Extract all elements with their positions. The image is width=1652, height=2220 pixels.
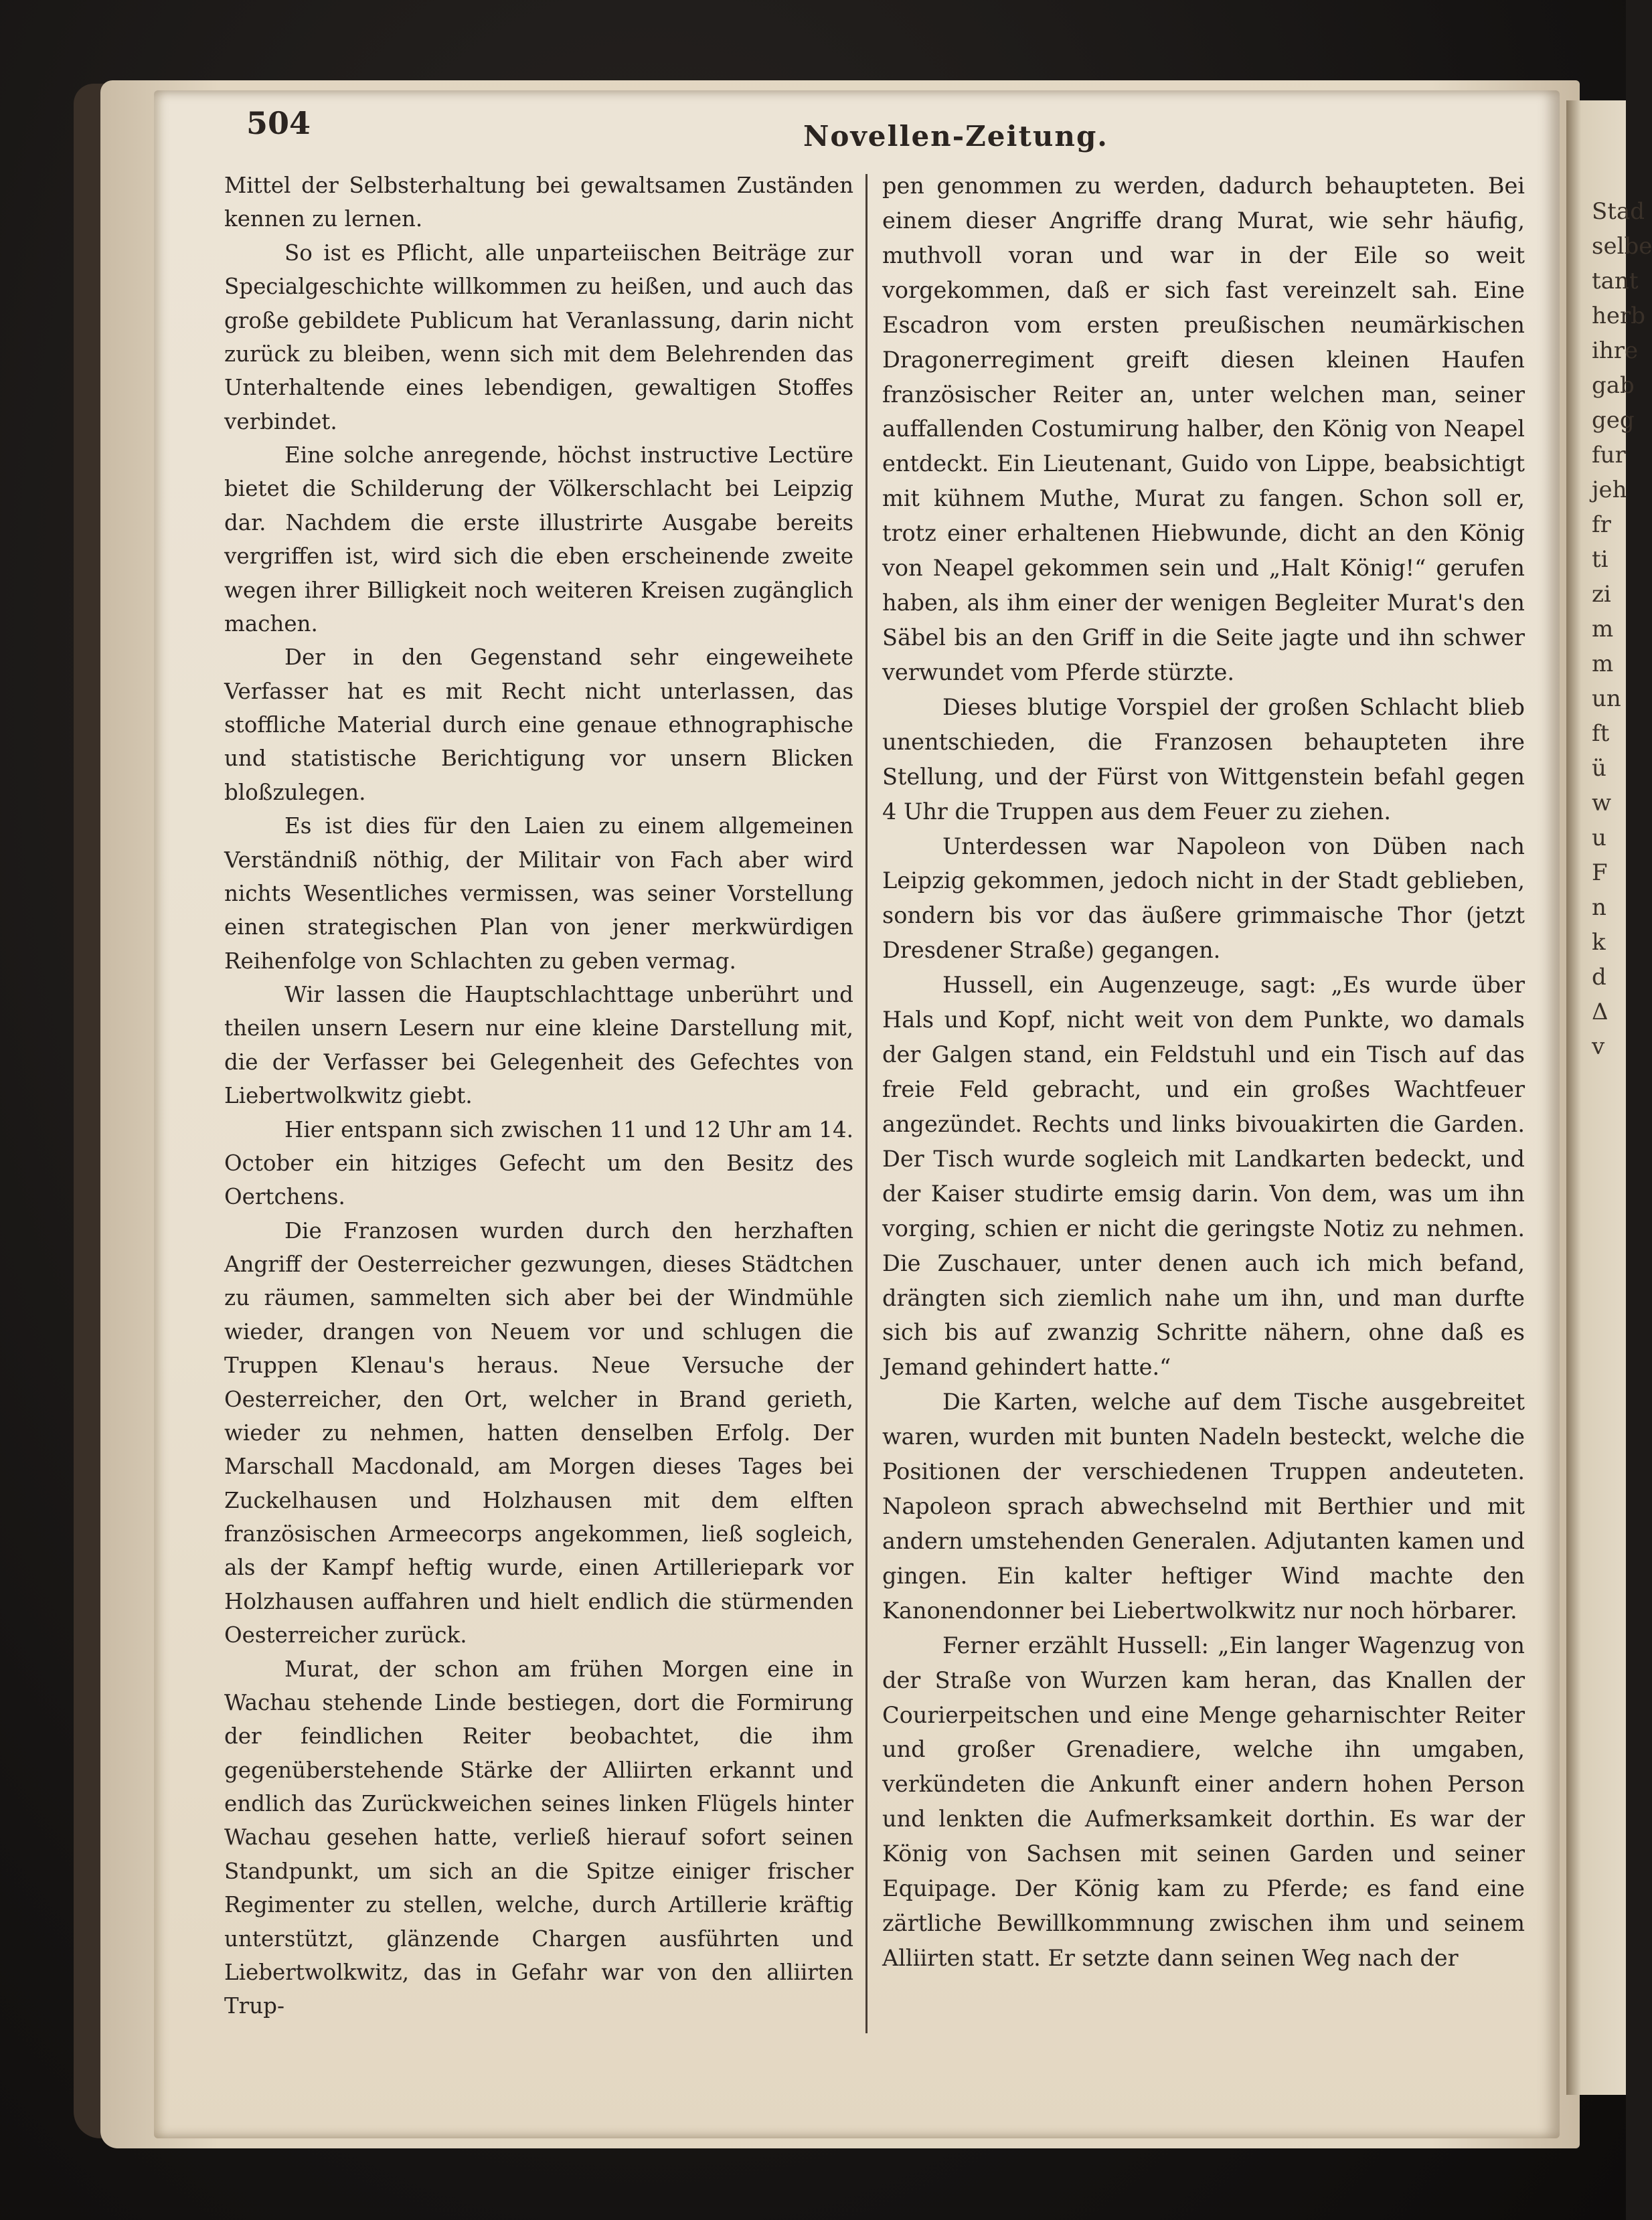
page-number: 504 [246,105,311,141]
paragraph: Die Franzosen wurden durch den herzhaften Angriff der Oesterreicher gezwungen, dieses Städtchen zu räumen, sammelten sich aber bei der Windmühle wieder, drangen von Neuem vor und schlugen die Truppen Klenau's heraus. Neue Versuche der Oesterreicher, den Ort, welcher in Brand gerieth, wieder zu nehmen, hatten denselben Erfolg. Der Marschall Macdonald, am Morgen dieses Tages bei Zuckelhausen und Holzhausen mit dem elften französischen Armeecorps angekommen, ließ sogleich, als der Kampf heftig wurde, einen Artilleriepark vor Holzhausen auffahren und hielt endlich die stürmenden Oesterreicher zurück. [224,1217,853,1648]
paragraph: pen genommen zu werden, dadurch behaupteten. Bei einem dieser Angriffe drang Murat, wie sehr häufig, muthvoll voran und war in der Eile so weit vorgekommen, daß er sich fast vereinzelt sah. Eine Escadron vom ersten preußischen neumärkischen Dragonerregiment greift diesen kleinen Haufen französischer Reiter an, unter welchen man, seiner auffallenden Costumirung halber, den König von Neapel entdeckt. Ein Lieutenant, Guido von Lippe, beabsichtigt mit kühnem Muthe, Murat zu fangen. Schon soll er, trotz einer erhaltenen Hiebwunde, dicht an den König von Neapel gekommen sein und „Halt König!“ gerufen haben, als ihm einer der wenigen Begleiter Murat's den Säbel bis an den Griff in die Seite jagte und ihn schwer verwundet vom Pferde stürzte. [882,173,1525,685]
paragraph: Dieses blutige Vorspiel der großen Schlacht blieb unentschieden, die Franzosen behaupteten ihre Stellung, und der Fürst von Wittgenstein befahl gegen 4 Uhr die Truppen aus dem Feuer zu ziehen. [882,693,1525,825]
running-title: Novellen-Zeitung. [803,120,1108,153]
right-column [882,169,1525,1976]
paragraph: Eine solche anregende, höchst instructive Lectüre bietet die Schilderung der Völkerschlacht bei Leipzig dar. Nachdem die erste illustrirte Ausgabe bereits vergriffen ist, wird sich die eben erscheinende zweite wegen ihrer Billigkeit noch weiteren Kreisen zugänglich machen. [224,442,853,636]
facing-page-text: Stad selbe tant herb ihre gab geg fur jeh fr ti zi m m un ft ü w u F n k d Δ v [1592,198,1652,1060]
left-column [224,169,853,2023]
paragraph: Mittel der Selbsterhaltung bei gewaltsamen Zuständen kennen zu lernen. [224,173,853,232]
facing-page-edge [1566,100,1652,2095]
paragraph: Hier entspann sich zwischen 11 und 12 Uhr am 14. October ein hitziges Gefecht um den Besitz des Oertchens. [224,1116,853,1210]
paragraph: So ist es Pflicht, alle unparteiischen Beiträge zur Specialgeschichte willkommen zu heißen, und auch das große gebildete Publicum hat Veranlassung, darin nicht zurück zu bleiben, wenn sich mit dem Belehrenden das Unterhaltende eines lebendigen, gewaltigen Stoffes verbindet. [224,240,853,434]
page-header [154,90,1560,164]
paragraph: Murat, der schon am frühen Morgen eine in Wachau stehende Linde bestiegen, dort die Formirung der feindlichen Reiter beobachtet, die ihm gegenüberstehende Stärke der Alliirten erkannt und endlich das Zurückweichen seines linken Flügels hinter Wachau gesehen hatte, verließ hierauf sofort seinen Standpunkt, um sich an die Spitze einiger frischer Regimenter zu stellen, welche, durch Artillerie kräftig unterstützt, glänzende Chargen ausführten und Liebertwolkwitz, das in Gefahr war von den alliirten Trup- [224,1656,853,2019]
paragraph: Hussell, ein Augenzeuge, sagt: „Es wurde über Hals und Kopf, nicht weit von dem Punkte, wo damals der Galgen stand, ein Feldstuhl und ein Tisch auf das freie Feld gebracht, und ein großes Wachtfeuer angezündet. Rechts und links bivouakirten die Garden. Der Tisch wurde sogleich mit Landkarten bedeckt, und der Kaiser studirte emsig darin. Von dem, was um ihn vorging, schien er nicht die geringste Notiz zu nehmen. Die Zuschauer, unter denen auch ich mich befand, drängten sich ziemlich nahe um ihn, und man durfte sich bis auf zwanzig Schritte nähern, ohne daß es Jemand gehindert hatte.“ [882,972,1525,1381]
paragraph: Ferner erzählt Hussell: „Ein langer Wagenzug von der Straße von Wurzen kam heran, das Knallen der Courierpeitschen und eine Menge geharnischter Reiter und großer Grenadiere, welche ihn umgaben, verkündeten die Ankunft einer andern hohen Person und lenkten die Aufmerksamkeit dorthin. Es war der König von Sachsen mit seinen Garden und seiner Equipage. Der König kam zu Pferde; es fand eine zärtliche Bewillkommnung zwischen ihm und seinem Alliirten statt. Er setzte dann seinen Weg nach der [882,1632,1525,1972]
paragraph: Unterdessen war Napoleon von Düben nach Leipzig gekommen, jedoch nicht in der Stadt geblieben, sondern bis vor das äußere grimmaische Thor (jetzt Dresdener Straße) gegangen. [882,833,1525,964]
paragraph: Es ist dies für den Laien zu einem allgemeinen Verständniß nöthig, der Militair von Fach aber wird nichts Wesentliches vermissen, was seiner Vorstellung einen strategischen Plan von jener merkwürdigen Reihenfolge von Schlachten zu geben vermag. [224,813,853,974]
column-rule [865,174,868,2033]
paragraph: Die Karten, welche auf dem Tische ausgebreitet waren, wurden mit bunten Nadeln besteckt, welche die Positionen der verschiedenen Truppen andeuteten. Napoleon sprach abwechselnd mit Berthier und mit andern umstehenden Generalen. Adjutanten kamen und gingen. Ein kalter heftiger Wind machte den Kanonendonner bei Liebertwolkwitz nur noch hörbarer. [882,1389,1525,1624]
paragraph: Wir lassen die Hauptschlachttage unberührt und theilen unsern Lesern nur eine kleine Darstellung mit, die der Verfasser bei Gelegenheit des Gefechtes von Liebertwolkwitz giebt. [224,982,853,1109]
paragraph: Der in den Gegenstand sehr eingeweihete Verfasser hat es mit Recht nicht unterlassen, das stoffliche Material durch eine genaue ethnographische und statistische Berichtigung vor unsern Blicken bloßzulegen. [224,645,853,805]
